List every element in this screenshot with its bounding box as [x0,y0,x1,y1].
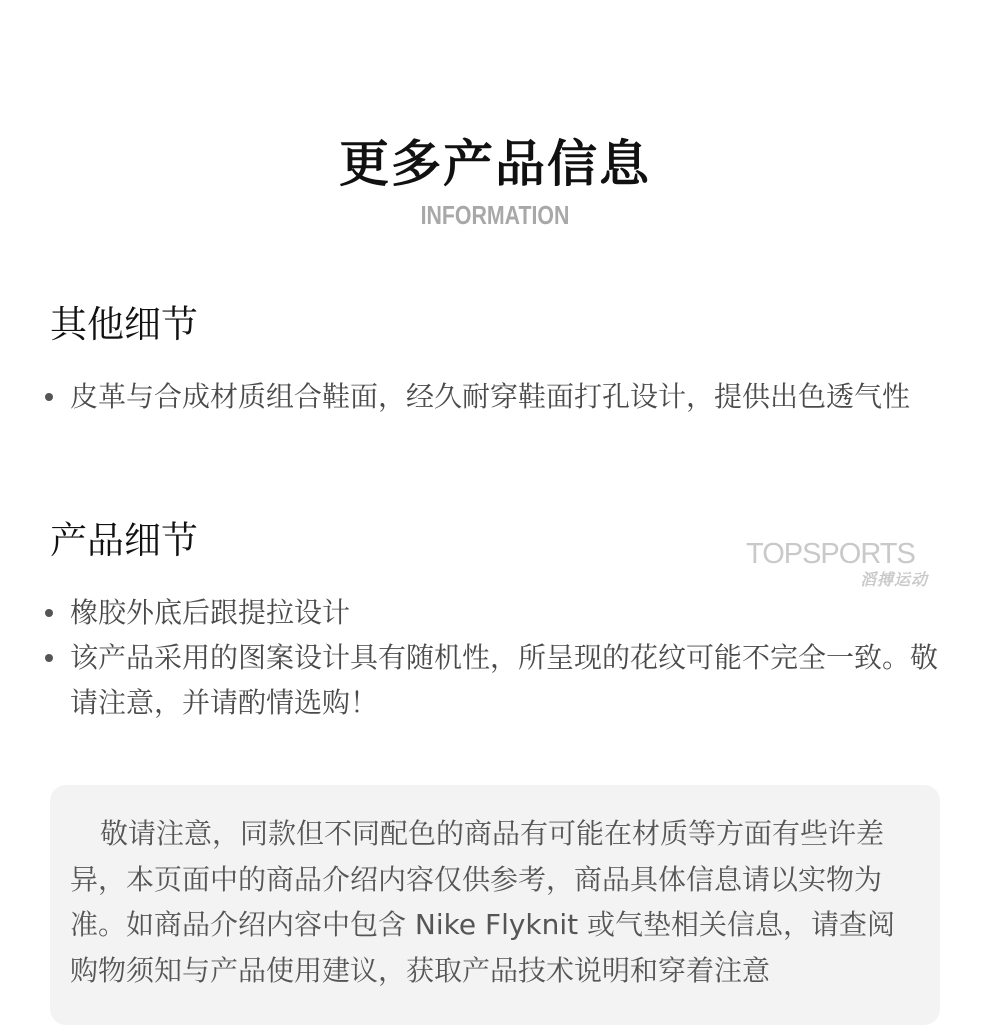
bullet-icon [45,654,53,662]
other-details-list [40,374,950,419]
page-header [0,130,990,230]
list-item [40,374,950,419]
bullet-icon [45,609,53,617]
logo-wordmark: TOPSPORTS [746,538,915,570]
topsports-logo [746,538,932,594]
list-item [40,590,950,635]
page-subtitle: INFORMATION [420,200,570,230]
section-heading-product-details: 产品细节 [50,519,198,562]
section-heading-other-details: 其他细节 [50,303,198,346]
list-item-text: 橡胶外底后跟提拉设计 [70,596,351,629]
notice-text: 敬请注意，同款但不同配色的商品有可能在材质等方面有些许差异，本页面中的商品介绍内容仅供参考，商品具体信息请以实物为准。如商品介绍内容中包含 Nike Flyknit 或气垫相关信息，请查阅购物须知与产品使用建议，获取产品技术说明和穿着注意 [70,817,896,987]
list-item-text: 皮革与合成材质组合鞋面，经久耐穿鞋面打孔设计，提供出色透气性 [70,380,911,413]
logo-chinese-name: 滔搏运动 [859,570,928,589]
bullet-icon [45,393,53,401]
notice-box [50,785,940,1025]
list-item-text: 该产品采用的图案设计具有随机性，所呈现的花纹可能不完全一致。敬请注意，并请酌情选购！ [70,641,939,719]
list-item [40,635,950,725]
product-details-list [40,590,950,725]
page-title: 更多产品信息 [339,135,651,193]
